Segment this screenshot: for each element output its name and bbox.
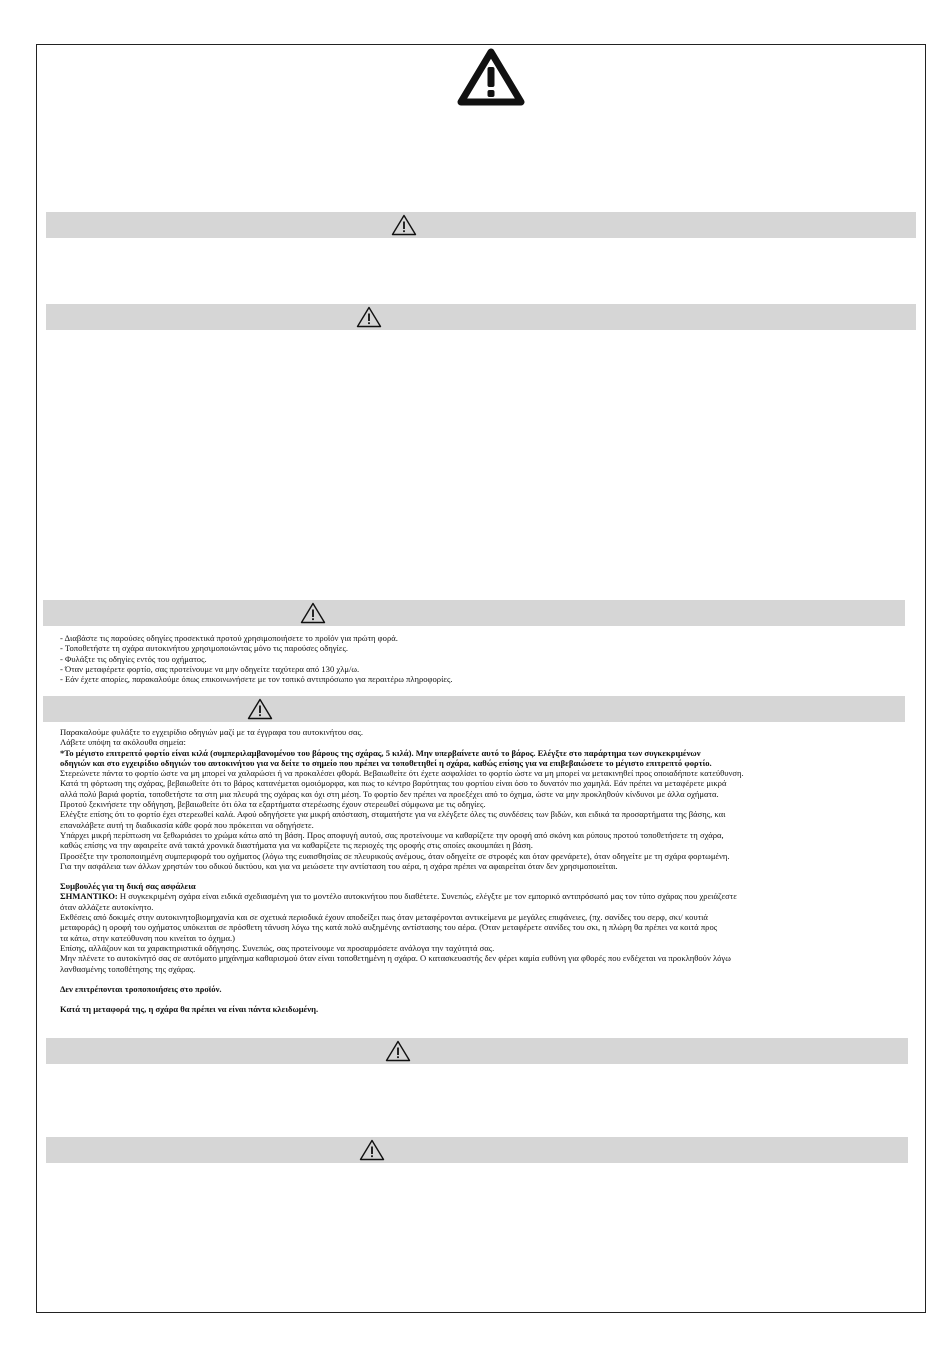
- safety-line: λανθασμένης τοποθέτησης της σχάρας.: [60, 963, 196, 974]
- instructions-list: [60, 633, 453, 684]
- safety-line: Εκθέσεις από δοκιμές στην αυτοκινητοβιομηχανία και σε σχετικά περιοδικά έχουν αποδείξει πως όταν μεταφέρονται αντικείμενα με μεγάλες επιφάνειες, (πχ. σανίδες του σερφ, σκι/ κουτιά: [60, 912, 708, 923]
- section-header-bar-4: [43, 696, 905, 722]
- body-line: Στερεώνετε πάντα το φορτίο ώστε να μη μπορεί να χαλαρώσει ή να προκαλέσει φθορά. Βεβαιωθείτε ότι έχετε ασφαλίσει το φορτίο ώστε να μη μπορεί να μετακινηθεί προς οποιαδήποτε κατεύθυνση.: [60, 768, 744, 779]
- warning-triangle-icon: [457, 48, 525, 106]
- safety-line: τα κάτω, στην κατεύθυνση που κινείται το όχημα.): [60, 932, 236, 943]
- body-line: καθώς επίσης να την αφαιρείτε ανά τακτά χρονικά διαστήματα για να καθαρίζετε τις περιοχές της οροφής στις οποίες ακουμπάει η βάση.: [60, 840, 533, 851]
- safety-line: Επίσης, αλλάζουν και τα χαρακτηριστικά οδήγησης. Συνεπώς, σας προτείνουμε να προσαρμόσετε ανάλογα την ταχύτητά σας.: [60, 942, 495, 953]
- instruction-line: - Όταν μεταφέρετε φορτίο, σας προτείνουμε να μην οδηγείτε ταχύτερα από 130 χλμ/ω.: [60, 663, 360, 674]
- warning-triangle-icon: [247, 698, 273, 720]
- no-modifications-note: Δεν επιτρέπονται τροποποιήσεις στο προϊόν.: [60, 983, 222, 994]
- instruction-line: - Εάν έχετε απορίες, παρακαλούμε όπως επικοινωνήσετε με τον τοπικό αντιπρόσωπο για περαιτέρω πληροφορίες.: [60, 674, 453, 685]
- warning-triangle-icon: [359, 1139, 385, 1161]
- intro-line: Παρακαλούμε φυλάξτε το εγχειρίδιο οδηγιών μαζί με τα έγγραφα του αυτοκινήτου σας.: [60, 727, 364, 737]
- safety-line: μεταφοράς) η οροφή του οχήματος υπόκειται σε πρόσθετη τάνυση λόγω της κατά πολύ αυξημένης αντίστασης του αέρα. (Όταν μεταφέρετε σανίδες του σκι, η πλώρη θα πρέπει να κοιτά προς: [60, 922, 718, 933]
- body-line: Για την ασφάλεια των άλλων χρηστών του οδικού δικτύου, και για να μειώσετε την αντίσταση του αέρα, η σχάρα πρέπει να αφαιρείται όταν δεν χρησιμοποιείται.: [60, 860, 618, 871]
- important-text: Η συγκεκριμένη σχάρα είναι ειδικά σχεδιασμένη για το μοντέλο αυτοκινήτου που διαθέτετε. Συνεπώς, ελέγξτε με τον εμπορικό αντιπρόσωπό μας τον τύπο σχάρας που χρειάζεστε: [117, 891, 737, 902]
- locked-note: Κατά τη μεταφορά της, η σχάρα θα πρέπει να είναι πάντα κλειδωμένη.: [60, 1004, 319, 1015]
- section-header-bar-5: [46, 1038, 908, 1064]
- body-line: Κατά τη φόρτωση της σχάρας, βεβαιωθείτε ότι το βάρος κατανέμεται ομοιόμορφα, και πως το κέντρο βαρύτητας του φορτίου είναι όσο το δυνατόν πιο χαμηλά. Εάν πρέπει να μεταφέρετε μικρά: [60, 778, 727, 789]
- section-header-bar-6: [46, 1137, 908, 1163]
- warning-triangle-icon: [385, 1040, 411, 1062]
- warning-triangle-icon: [300, 602, 326, 624]
- safety-instructions: [60, 727, 744, 1014]
- instruction-line: - Τοποθετήστε τη σχάρα αυτοκινήτου χρησιμοποιώντας μόνο τις παρούσες οδηγίες.: [60, 643, 349, 654]
- body-line: επαναλάβετε αυτή τη διαδικασία κάθε φορά που πρόκειται να οδηγήσετε.: [60, 819, 314, 830]
- safety-line: όταν αλλάζετε αυτοκίνητο.: [60, 901, 154, 912]
- important-line: [60, 891, 744, 901]
- section-header-bar-3: [43, 600, 905, 626]
- body-line: Ελέγξτε επίσης ότι το φορτίο έχει στερεωθεί καλά. Αφού οδηγήσετε για μικρή απόσταση, σταματήστε για να ελέγξετε όλες τις συνδέσεις των βιδών, και ειδικά τα προσαρτήματα της βάσης, και: [60, 809, 726, 820]
- important-label: ΣΗΜΑΝΤΙΚΟ:: [60, 891, 118, 902]
- max-load-line: *Το μέγιστο επιτρεπτό φορτίο είναι κιλά (συμπεριλαμβανομένου του βάρους της σχάρας, 5 κιλά). Μην υπερβαίνετε αυτό το βάρος. Ελέγξτε στο παράρτημα των συγκεκριμένων: [60, 747, 701, 758]
- body-line: αλλά πολύ βαριά φορτία, τοποθετήστε τα στη μια πλευρά της σχάρας και όχι στη μέση. Το φορτίο δεν πρέπει να προεξέχει από το όχημα, ώστε να μην προκληθούν κίνδυνοι με άλλα οχήματα.: [60, 788, 719, 799]
- warning-triangle-icon: [356, 306, 382, 328]
- body-line: Προσέξτε την τροποποιημένη συμπεριφορά του οχήματος (λόγω της ευαισθησίας σε πλευρικούς ανέμους, όταν οδηγείτε σε στροφές και όταν φρενάρετε), όταν οδηγείτε με τη σχάρα φορτωμένη.: [60, 850, 730, 861]
- instruction-line: - Διαβάστε τις παρούσες οδηγίες προσεκτικά προτού χρησιμοποιήσετε το προϊόν για πρώτη φορά.: [60, 633, 398, 643]
- body-line: Προτού ξεκινήσετε την οδήγηση, βεβαιωθείτε ότι όλα τα εξαρτήματα στερέωσης έχουν στερεωθεί σύμφωνα με τις οδηγίες.: [60, 799, 486, 810]
- instruction-line: - Φυλάξτε τις οδηγίες εντός του οχήματος.: [60, 653, 207, 664]
- section-header-bar-2: [46, 304, 916, 330]
- body-line: Υπάρχει μικρή περίπτωση να ξεθωριάσει το χρώμα κάτω από τη βάση. Προς αποφυγή αυτού, σας προτείνουμε να καθαρίζετε την οροφή από σκόνη και ρύπους προτού τοποθετήσετε τη σχάρα,: [60, 829, 724, 840]
- safety-heading: Συμβουλές για τη δική σας ασφάλεια: [60, 881, 196, 892]
- warning-triangle-icon: [391, 214, 417, 236]
- intro-line: Λάβετε υπόψη τα ακόλουθα σημεία:: [60, 737, 186, 748]
- section-header-bar-1: [46, 212, 916, 238]
- safety-line: Μην πλένετε το αυτοκίνητό σας σε αυτόματο μηχάνημα καθαρισμού όταν είναι τοποθετημένη η σχάρα. Ο κατασκευαστής δεν φέρει καμία ευθύνη για φθορές που ενδέχεται να προκληθούν λόγω: [60, 953, 731, 964]
- max-load-line: οδηγιών και στο εγχειρίδιο οδηγιών του αυτοκινήτου για να δείτε το σημείο που πρέπει να τοποθετηθεί η σχάρα, καθώς επίσης για να επιβεβαιώσετε το μέγιστο επιτρεπτό φορτίο.: [60, 757, 712, 768]
